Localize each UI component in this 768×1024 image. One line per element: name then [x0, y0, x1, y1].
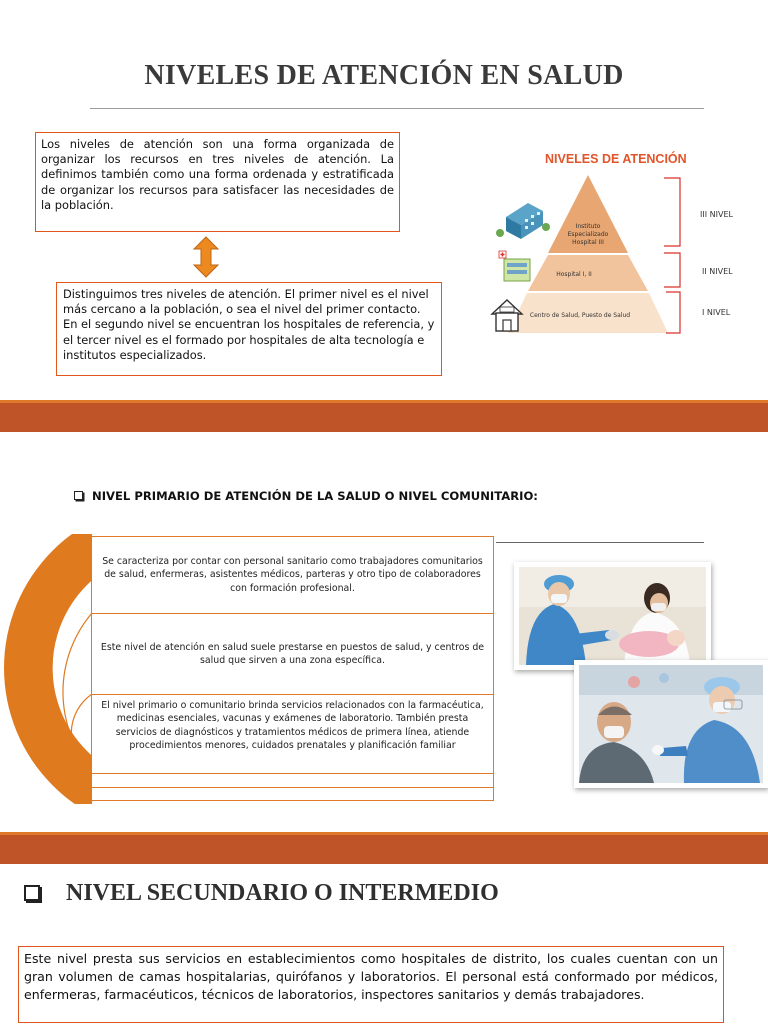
- level-2-label: II NIVEL: [702, 267, 733, 276]
- section-divider-band: [0, 832, 768, 864]
- primary-info-cell-staff: Se caracteriza por contar con personal sanitario como trabajadores comunitarios de salud, enfermeras, asistentes médicos, parteras y otro tipo de colaboradores con formación profesional.: [91, 536, 494, 614]
- intro-definition-box: Los niveles de atención son una forma organizada de organizar los recursos en tres niveles de atención. La definimos también como una forma ordenada y estratificada de organizar los recursos para satisfacer las necesidades de la población.: [35, 132, 400, 232]
- title-divider: [90, 108, 704, 109]
- pyramid-middle-label: Hospital I, II: [556, 271, 592, 278]
- pyramid-top-label-3: Hospital III: [572, 239, 604, 246]
- pyramid-bottom-label: Centro de Salud, Puesto de Salud: [529, 312, 631, 319]
- page-title: NIVELES DE ATENCIÓN EN SALUD: [144, 60, 624, 91]
- levels-pyramid-diagram: [488, 145, 758, 340]
- pyramid-top-label-2: Especializado: [567, 231, 609, 238]
- pyramid-title: NIVELES DE ATENCIÓN: [545, 152, 687, 166]
- nurse-vaccinating-baby-photo: [514, 562, 711, 670]
- primary-info-cell-location: Este nivel de atención en salud suele prestarse en puestos de salud, y centros de salud que sirven a una zona específica.: [91, 613, 494, 695]
- primary-info-cell-empty: [91, 773, 494, 788]
- pyramid-top-label-1: Instituto: [575, 223, 601, 230]
- primary-level-heading: NIVEL PRIMARIO DE ATENCIÓN DE LA SALUD O NIVEL COMUNITARIO:: [92, 489, 538, 503]
- secondary-level-description: Este nivel presta sus servicios en establecimientos como hospitales de distrito, los cuales cuentan con un gran volumen de camas hospitalarias, quirófanos y laboratorios. El personal está conformado por médicos, enfermeras, farmacéuticos, técnicos de laboratorios, inspectores sanitarios y demás trabajadores.: [18, 946, 724, 1023]
- primary-info-cell-services: El nivel primario o comunitario brinda servicios relacionados con la farmacéutica, medicinas esenciales, vacunas y exámenes de laboratorio. También presta servicios de diagnósticos y tratamientos médicos de primera línea, atiende procedimientos menores, cuidados prenatales y planificación familiar: [91, 694, 494, 774]
- nurse-vaccinating-man-photo: [574, 660, 768, 788]
- primary-heading-rule: [496, 542, 704, 543]
- bracket-level-3: [664, 178, 680, 246]
- concentric-arcs-decoration: [0, 534, 96, 804]
- primary-info-cell-empty: [91, 787, 494, 801]
- checkbox-bullet-icon: [74, 491, 83, 500]
- checkbox-bullet-icon: [24, 885, 40, 901]
- level-3-label: III NIVEL: [700, 210, 733, 219]
- bracket-level-1: [666, 292, 680, 333]
- hospital-building-icon: [496, 203, 550, 239]
- secondary-level-heading: NIVEL SECUNDARIO O INTERMEDIO: [66, 880, 499, 906]
- up-down-arrow-icon: [192, 236, 220, 278]
- health-center-house-icon: [492, 300, 522, 331]
- clinic-icon: [499, 251, 530, 281]
- intro-levels-box: Distinguimos tres niveles de atención. El primer nivel es el nivel más cercano a la población, o sea el nivel del primer contacto. En el segundo nivel se encuentran los hospitales de referencia, y el tercer nivel es el formado por hospitales de alta tecnología e institutos especializados.: [56, 282, 442, 376]
- level-1-label: I NIVEL: [702, 308, 731, 317]
- section-divider-band: [0, 400, 768, 432]
- bracket-level-2: [664, 253, 680, 287]
